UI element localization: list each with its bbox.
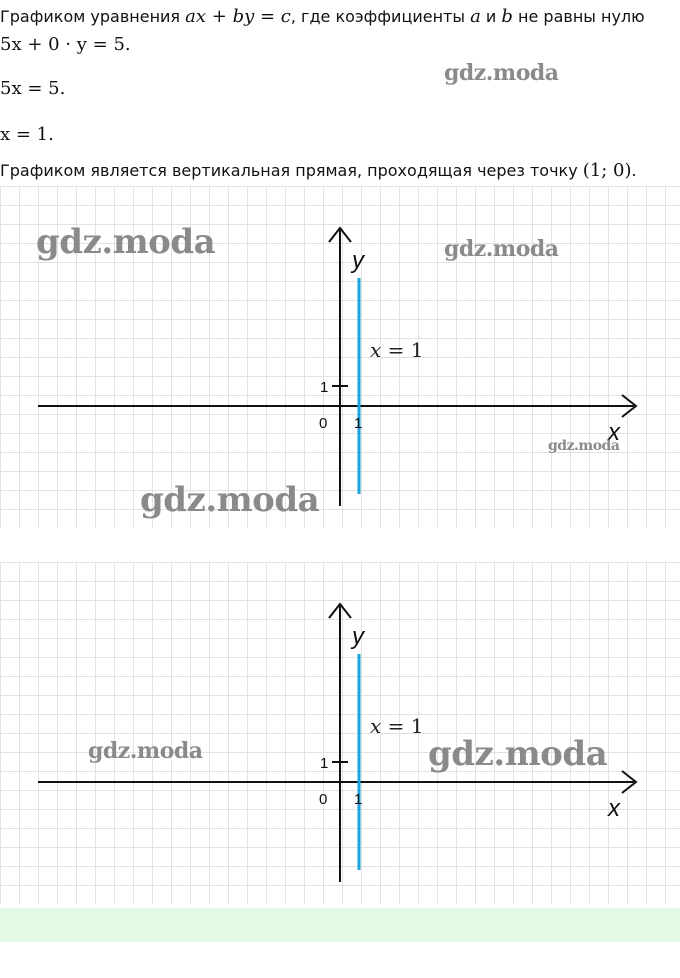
step-2-equation: 5x = 5. — [0, 78, 66, 99]
line-equation-label — [370, 714, 423, 738]
conclusion-end: . — [631, 161, 637, 180]
step-1-equation: 5x + 0 · y = 5. — [0, 34, 131, 55]
y-tick-label: 1 — [320, 379, 329, 396]
x-tick-label: 1 — [354, 791, 363, 808]
watermark: gdz.moda — [548, 438, 620, 454]
point-coordinates: (1; 0) — [582, 160, 632, 181]
graph-2-svg — [0, 562, 680, 904]
watermark: gdz.moda — [428, 734, 608, 774]
intro-text: Графиком уравнения — [0, 7, 181, 26]
conclusion-sentence — [0, 160, 637, 181]
general-equation: ax + by = c — [185, 6, 291, 27]
coefficient-a: a — [470, 6, 481, 27]
coefficient-b: b — [501, 6, 513, 27]
graph-1 — [0, 186, 680, 528]
intro-mid-text: , где коэффициенты — [290, 7, 465, 26]
intro-sentence — [0, 6, 645, 27]
conclusion-text: Графиком является вертикальная прямая, проходящая через точку — [0, 161, 578, 180]
watermark: gdz.moda — [36, 222, 216, 262]
footer-bar — [0, 908, 680, 942]
watermark: gdz.moda — [444, 60, 559, 86]
line-equation-variable: x — [370, 714, 382, 738]
line-equation-value: = 1 — [381, 338, 424, 362]
line-equation-label — [370, 338, 423, 362]
origin-label: 0 — [319, 415, 328, 432]
watermark: gdz.moda — [444, 236, 559, 262]
x-axis-label: x — [608, 419, 620, 446]
watermark: gdz.moda — [140, 480, 320, 520]
line-equation-variable: x — [370, 338, 382, 362]
intro-end-text: не равны нулю — [518, 7, 645, 26]
y-tick-label: 1 — [320, 755, 329, 772]
step-3-equation: x = 1. — [0, 124, 54, 145]
x-tick-label: 1 — [354, 415, 363, 432]
y-axis-label: y — [352, 247, 364, 274]
watermark: gdz.moda — [88, 738, 203, 764]
y-axis-label: y — [352, 623, 364, 650]
x-axis-label: x — [608, 795, 620, 822]
conjunction-text: и — [485, 7, 497, 26]
graph-2 — [0, 562, 680, 904]
origin-label: 0 — [319, 791, 328, 808]
line-equation-value: = 1 — [381, 714, 424, 738]
